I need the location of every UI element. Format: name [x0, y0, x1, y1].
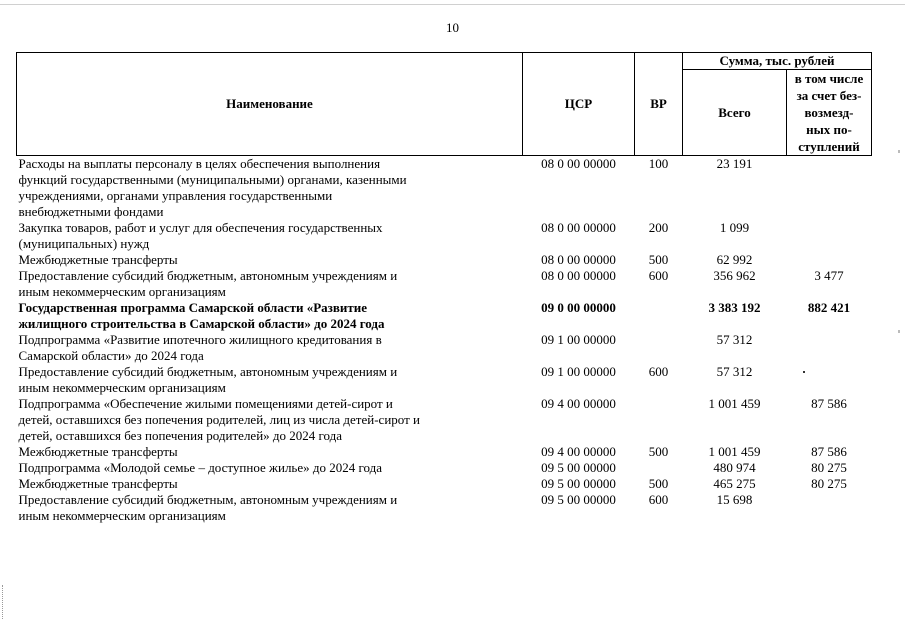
row-name-line: Предоставление субсидий бюджетным, автономным учреждениям и — [18, 364, 398, 379]
row-total: 1 001 459 — [708, 396, 761, 411]
row-total: 3 383 192 — [708, 300, 761, 315]
row-vr: 600 — [648, 268, 669, 283]
scan-top-edge — [0, 4, 905, 5]
row-csr: 09 4 00 00000 — [541, 444, 616, 459]
row-total: 356 962 — [713, 268, 756, 283]
row-name-line: Межбюджетные трансферты — [18, 252, 178, 267]
scan-edge-mark — [2, 585, 9, 619]
header-free-line: за счет без- — [796, 88, 862, 103]
row-vr: 100 — [648, 156, 669, 171]
row-name — [17, 364, 523, 396]
row-total: 1 001 459 — [708, 444, 761, 459]
header-sum: Сумма, тыс. рублей — [683, 53, 872, 70]
row-csr: 09 4 00 00000 — [541, 396, 616, 411]
table-row — [17, 156, 872, 221]
row-csr: 09 1 00 00000 — [541, 364, 616, 379]
row-name — [17, 156, 523, 221]
row-free — [787, 220, 872, 252]
scan-edge-mark — [898, 150, 900, 153]
row-name-line: Межбюджетные трансферты — [18, 476, 178, 491]
row-free — [787, 252, 872, 268]
table-row — [17, 364, 872, 396]
row-free — [787, 492, 872, 524]
header-total: Всего — [683, 70, 787, 156]
row-free: 87 586 — [811, 396, 847, 411]
row-vr — [635, 396, 683, 444]
scan-edge-mark — [898, 330, 900, 333]
row-name — [17, 460, 523, 476]
table-row — [17, 396, 872, 444]
table-row — [17, 460, 872, 476]
row-name-line: иным некоммерческим организациям — [18, 508, 226, 523]
header-free-line: возмезд- — [804, 105, 854, 120]
header-free-line: ных по- — [806, 122, 852, 137]
row-name-line: Самарской области» до 2024 года — [18, 348, 204, 363]
row-free — [787, 332, 872, 364]
row-name-line: Предоставление субсидий бюджетным, автономным учреждениям и — [18, 268, 398, 283]
page-number: 10 — [446, 20, 459, 35]
row-vr: 600 — [648, 364, 669, 379]
row-total: 57 312 — [716, 332, 753, 347]
row-name-line: внебюджетными фондами — [18, 204, 164, 219]
row-csr: 09 0 00 00000 — [541, 300, 616, 315]
row-vr — [635, 460, 683, 476]
row-name-line: Подпрограмма «Молодой семье – доступное жилье» до 2024 года — [18, 460, 383, 475]
row-free: 87 586 — [811, 444, 847, 459]
table-row — [17, 492, 872, 524]
table-row — [17, 300, 872, 332]
row-csr: 08 0 00 00000 — [541, 268, 616, 283]
row-name — [17, 476, 523, 492]
row-free: 80 275 — [811, 476, 847, 491]
row-name — [17, 492, 523, 524]
row-free: 80 275 — [811, 460, 847, 475]
table-row — [17, 444, 872, 460]
row-csr: 09 1 00 00000 — [541, 332, 616, 347]
row-name-line: детей, оставшихся без попечения родителей» до 2024 года — [18, 428, 343, 443]
table-row — [17, 476, 872, 492]
row-free: 3 477 — [814, 268, 844, 283]
row-name — [17, 332, 523, 364]
row-name-line: Предоставление субсидий бюджетным, автономным учреждениям и — [18, 492, 398, 507]
row-name-line: иным некоммерческим организациям — [18, 284, 226, 299]
row-csr: 09 5 00 00000 — [541, 476, 616, 491]
row-vr: 500 — [648, 444, 669, 459]
header-vr: ВР — [635, 53, 683, 156]
table-body — [17, 156, 872, 525]
row-vr: 500 — [648, 476, 669, 491]
row-total: 57 312 — [716, 364, 753, 379]
row-csr: 08 0 00 00000 — [541, 156, 616, 171]
table-row — [17, 268, 872, 300]
row-free — [787, 156, 872, 221]
scan-speck — [803, 371, 805, 373]
row-name-line: Закупка товаров, работ и услуг для обеспечения государственных — [18, 220, 383, 235]
row-name-line: Подпрограмма «Обеспечение жилыми помещениями детей-сирот и — [18, 396, 393, 411]
row-total: 62 992 — [716, 252, 753, 267]
row-csr: 08 0 00 00000 — [541, 220, 616, 235]
row-name-line: учреждениями, органами управления государственными — [18, 188, 333, 203]
row-name-line: Расходы на выплаты персоналу в целях обеспечения выполнения — [18, 156, 381, 171]
row-name — [17, 268, 523, 300]
row-name — [17, 300, 523, 332]
row-vr — [635, 332, 683, 364]
row-name-line: функций государственными (муниципальными) органами, казенными — [18, 172, 407, 187]
header-free-line: ступлений — [798, 139, 860, 154]
row-name — [17, 220, 523, 252]
header-free — [787, 70, 872, 156]
row-name — [17, 444, 523, 460]
row-vr — [635, 300, 683, 332]
row-total: 15 698 — [716, 492, 753, 507]
row-total: 23 191 — [716, 156, 753, 171]
row-name-line: Подпрограмма «Развитие ипотечного жилищного кредитования в — [18, 332, 382, 347]
row-name-line: (муниципальных) нужд — [18, 236, 150, 251]
row-name-line: детей, оставшихся без попечения родителей, лиц из числа детей-сирот и — [18, 412, 420, 427]
row-name — [17, 252, 523, 268]
table-row — [17, 332, 872, 364]
table-row — [17, 252, 872, 268]
row-csr: 08 0 00 00000 — [541, 252, 616, 267]
row-name-line: Государственная программа Самарской области «Развитие — [18, 300, 368, 315]
row-vr: 200 — [648, 220, 669, 235]
table-row — [17, 220, 872, 252]
row-total: 465 275 — [713, 476, 756, 491]
row-vr: 500 — [648, 252, 669, 267]
row-free: 882 421 — [807, 300, 851, 315]
row-name — [17, 396, 523, 444]
row-csr: 09 5 00 00000 — [541, 460, 616, 475]
row-free — [787, 364, 872, 396]
header-name: Наименование — [17, 53, 523, 156]
row-total: 480 974 — [713, 460, 756, 475]
row-name-line: жилищного строительства в Самарской области» до 2024 года — [18, 316, 385, 331]
budget-table — [16, 52, 872, 524]
row-name-line: иным некоммерческим организациям — [18, 380, 226, 395]
row-vr: 600 — [648, 492, 669, 507]
header-free-line: в том числе — [794, 71, 864, 86]
header-csr: ЦСР — [523, 53, 635, 156]
row-csr: 09 5 00 00000 — [541, 492, 616, 507]
row-total: 1 099 — [719, 220, 750, 235]
row-name-line: Межбюджетные трансферты — [18, 444, 178, 459]
